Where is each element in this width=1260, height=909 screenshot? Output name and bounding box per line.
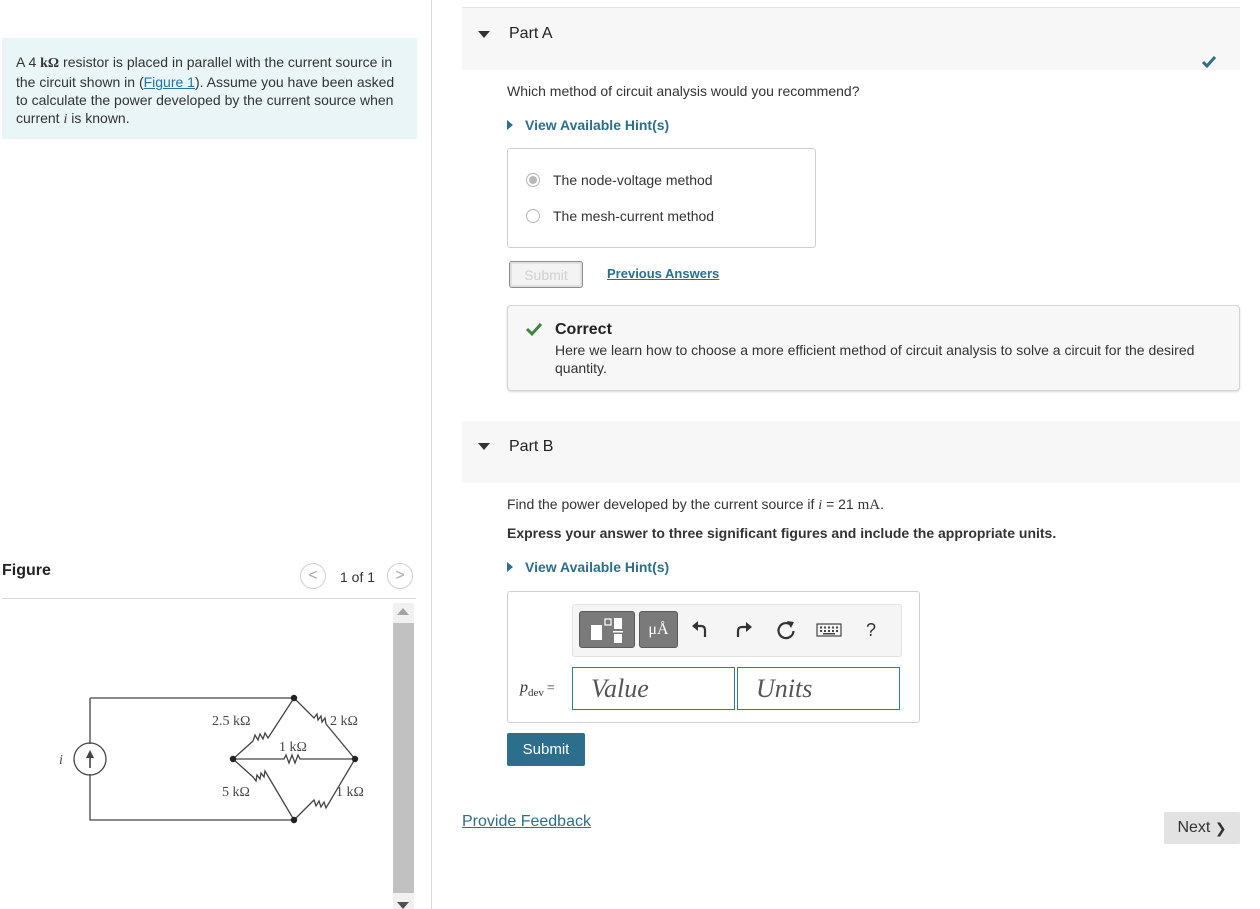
part-a-question: Which method of circuit analysis would you recommend? [507, 83, 860, 99]
feedback-text: Here we learn how to choose a more efficient method of circuit analysis to solve a circuit for the desired quantity. [555, 342, 1195, 376]
part-b-instruction: Express your answer to three significant figures and include the appropriate units. [507, 525, 1057, 541]
math-toolbar [572, 604, 902, 657]
bottom-wire [90, 774, 294, 820]
radio-selected[interactable] [526, 173, 540, 187]
part-a-submit-button[interactable]: Submit [509, 261, 583, 288]
option-mesh-current[interactable]: The mesh-current method [526, 208, 714, 224]
collapse-caret-icon[interactable] [478, 443, 490, 450]
label-1k-bottom: 1 kΩ [336, 785, 364, 800]
resistance-unit: kΩ [40, 56, 60, 71]
figure-pager-count: 1 of 1 [340, 569, 376, 585]
scroll-down-arrow-icon[interactable] [397, 902, 409, 909]
panel-divider [431, 0, 432, 909]
figure-scrollbar-thumb[interactable] [393, 623, 414, 893]
caret-right-icon [507, 120, 513, 130]
part-b-submit-button[interactable]: Submit [507, 733, 585, 766]
figure-label: Figure [2, 562, 51, 579]
part-b-header[interactable] [462, 421, 1240, 483]
pdev-label: $p_{dev}$ = [520, 679, 555, 700]
keyboard-icon[interactable] [816, 621, 842, 639]
feedback-title: Correct [555, 321, 612, 338]
part-a-complete-check-icon [1201, 55, 1217, 69]
value-input[interactable]: Value [572, 667, 735, 710]
part-a-hint-toggle[interactable]: View Available Hint(s) [507, 117, 669, 133]
chevron-right-icon: > [395, 567, 405, 584]
figure-next-button[interactable] [387, 563, 413, 589]
correct-check-icon [525, 321, 543, 337]
figure-prev-button[interactable] [300, 563, 326, 589]
part-b-title: Part B [509, 438, 554, 455]
label-2-5k: 2.5 kΩ [212, 714, 251, 729]
current-variable: i [63, 112, 68, 127]
answer-entry-box [507, 591, 920, 723]
next-button[interactable]: Next ❯ [1164, 812, 1240, 844]
circuit-diagram [0, 600, 392, 900]
units-button[interactable]: μÅ [639, 611, 678, 648]
previous-answers-link[interactable]: Previous Answers [607, 266, 720, 281]
provide-feedback-link[interactable]: Provide Feedback [462, 813, 591, 830]
correct-feedback [507, 305, 1240, 391]
reset-icon[interactable] [775, 619, 797, 641]
templates-button[interactable] [579, 611, 635, 648]
part-a-title: Part A [509, 25, 553, 42]
label-2k: 2 kΩ [330, 714, 358, 729]
figure-link[interactable]: Figure 1 [143, 74, 195, 90]
units-input[interactable]: Units [737, 667, 900, 710]
figure-divider [2, 598, 416, 599]
part-b-question: Find the power developed by the current source if i = 21 mA. [507, 496, 884, 513]
help-button[interactable]: ? [865, 619, 876, 640]
part-a-header[interactable] [462, 7, 1240, 70]
caret-right-icon [507, 562, 513, 572]
chevron-right-icon: ❯ [1214, 819, 1227, 836]
scroll-up-arrow-icon[interactable] [397, 608, 409, 615]
label-1k-middle: 1 kΩ [279, 740, 307, 755]
redo-icon[interactable] [733, 619, 755, 641]
resistor-1k-middle [233, 755, 355, 763]
chevron-left-icon: < [308, 567, 318, 584]
source-label: i [59, 753, 63, 768]
templates-icon [587, 615, 627, 645]
problem-statement: A 4 kΩ resistor is placed in parallel with the current source in the circuit shown in (Figure 1). Assume you have been asked to calculate the power developed by the current source when current i is known. [2, 38, 417, 139]
part-b-hint-toggle[interactable]: View Available Hint(s) [507, 559, 669, 575]
collapse-caret-icon[interactable] [478, 31, 490, 38]
undo-icon[interactable] [689, 619, 711, 641]
radio-unselected[interactable] [526, 209, 540, 223]
left-panel [0, 0, 432, 909]
label-5k: 5 kΩ [222, 785, 250, 800]
option-node-voltage[interactable]: The node-voltage method [526, 172, 713, 188]
answer-options [507, 148, 816, 248]
